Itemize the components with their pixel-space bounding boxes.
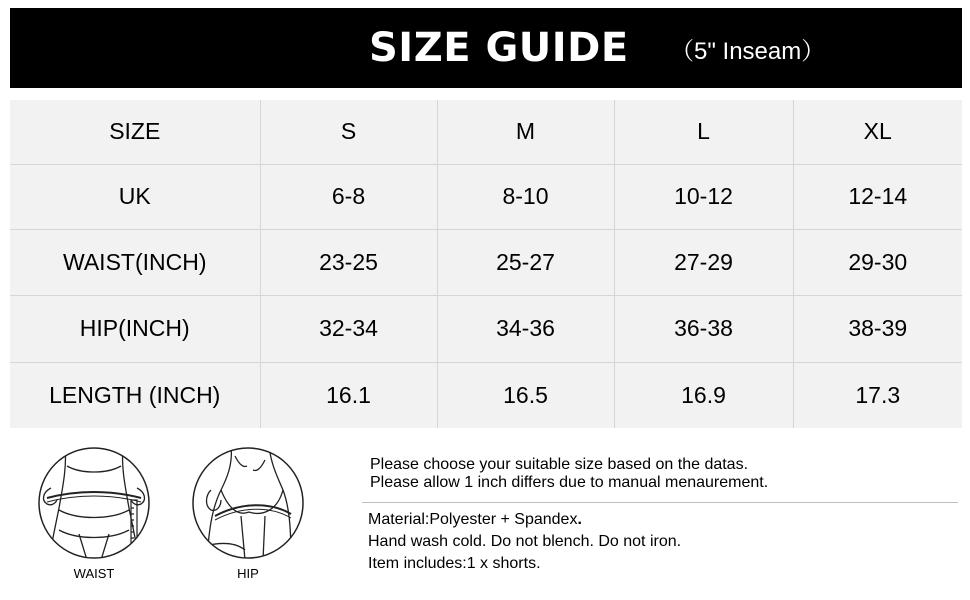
waist-label: WAIST bbox=[73, 566, 115, 581]
divider bbox=[362, 502, 958, 503]
table-cell: 12-14 bbox=[793, 164, 962, 229]
table-cell: 16.5 bbox=[437, 362, 614, 428]
table-row bbox=[10, 100, 962, 164]
table-cell: 23-25 bbox=[260, 229, 437, 295]
table-cell: 8-10 bbox=[437, 164, 614, 229]
table-row bbox=[10, 295, 962, 362]
table-cell: 25-27 bbox=[437, 229, 614, 295]
table-cell: XL bbox=[793, 100, 962, 164]
waist-measure-diagram bbox=[37, 446, 151, 560]
hip-measure-diagram bbox=[191, 446, 305, 560]
table-cell: L bbox=[614, 100, 793, 164]
table-cell: 29-30 bbox=[793, 229, 962, 295]
material-period: . bbox=[577, 511, 582, 528]
table-cell: M bbox=[437, 100, 614, 164]
table-row bbox=[10, 164, 962, 229]
table-cell: 6-8 bbox=[260, 164, 437, 229]
table-cell: HIP(INCH) bbox=[10, 295, 260, 362]
measurement-tolerance-text: Please allow 1 inch differs due to manual menaurement. bbox=[370, 474, 769, 491]
care-instructions-text: Hand wash cold. Do not blench. Do not iron. bbox=[368, 533, 682, 550]
table-cell: 16.9 bbox=[614, 362, 793, 428]
table-cell: 34-36 bbox=[437, 295, 614, 362]
header-banner bbox=[10, 8, 962, 88]
table-cell: 10-12 bbox=[614, 164, 793, 229]
table-cell: 38-39 bbox=[793, 295, 962, 362]
table-cell: WAIST(INCH) bbox=[10, 229, 260, 295]
table-cell: 16.1 bbox=[260, 362, 437, 428]
page-title: SIZE GUIDE bbox=[369, 25, 629, 71]
material-text bbox=[368, 510, 582, 529]
table-cell: UK bbox=[10, 164, 260, 229]
hip-label: HIP bbox=[237, 566, 259, 581]
table-cell: SIZE bbox=[10, 100, 260, 164]
package-contents-text: Item includes:1 x shorts. bbox=[368, 555, 541, 572]
material-value: Material:Polyester + Spandex bbox=[368, 511, 578, 528]
table-cell: LENGTH (INCH) bbox=[10, 362, 260, 428]
size-advice-text: Please choose your suitable size based on the datas. bbox=[370, 456, 749, 473]
table-cell: S bbox=[260, 100, 437, 164]
waist-measure-icon bbox=[37, 446, 151, 560]
table-cell: 36-38 bbox=[614, 295, 793, 362]
table-row bbox=[10, 362, 962, 428]
hip-measure-icon bbox=[191, 446, 305, 560]
table-cell: 17.3 bbox=[855, 381, 901, 408]
table-row bbox=[10, 229, 962, 295]
table-cell: 32-34 bbox=[260, 295, 437, 362]
size-table bbox=[10, 100, 962, 428]
table-cell: 27-29 bbox=[614, 229, 793, 295]
inseam-subtitle: （5" Inseam） bbox=[670, 38, 826, 65]
